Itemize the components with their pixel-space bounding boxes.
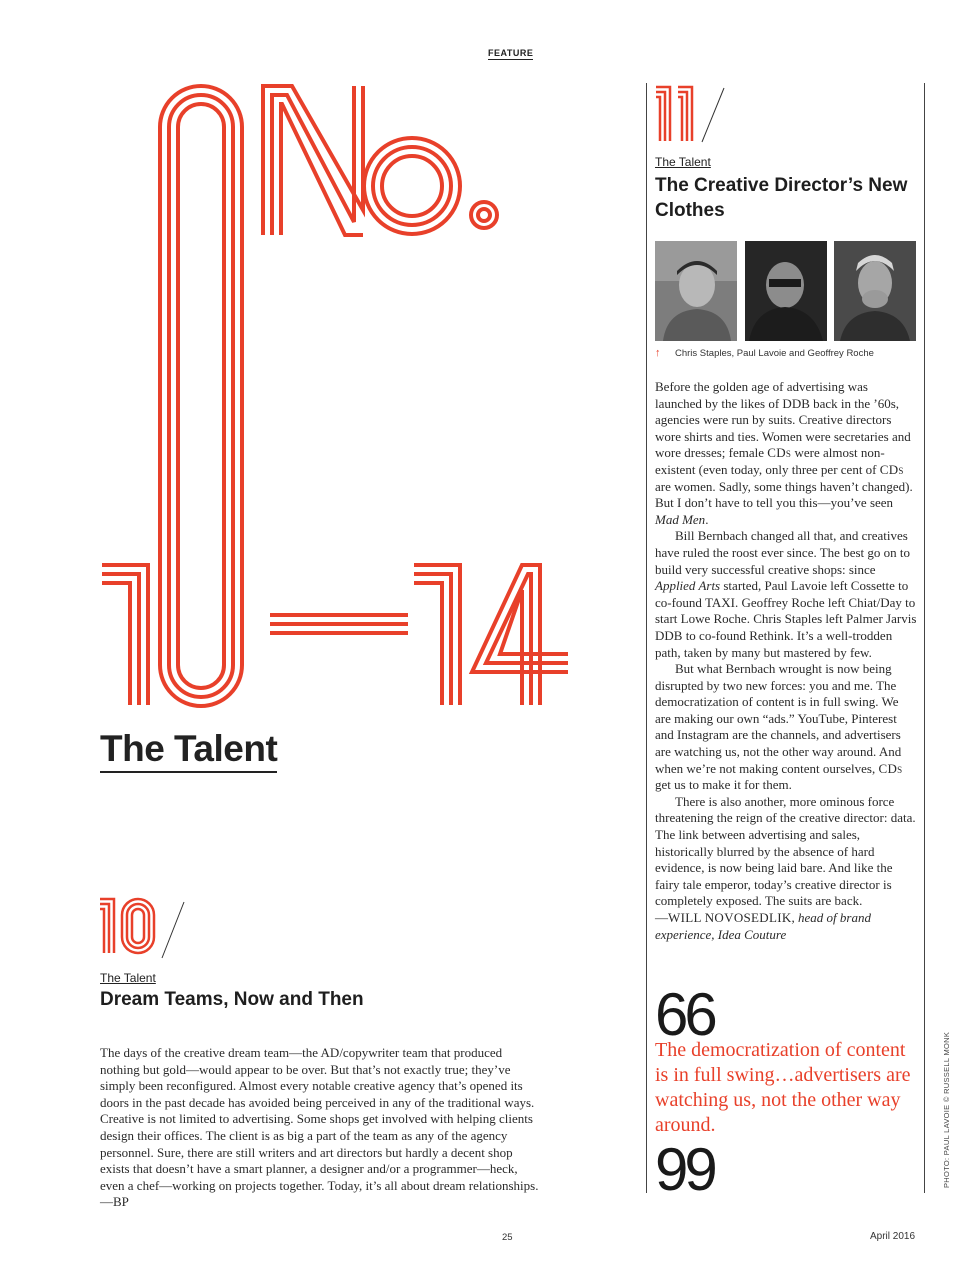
quote-open-mark: 66 bbox=[655, 981, 714, 1048]
hero-digit-4 bbox=[472, 565, 568, 705]
hero-letter-n bbox=[263, 86, 363, 235]
issue-date: April 2016 bbox=[870, 1231, 916, 1242]
article-10-body: The days of the creative dream team—the AD/copywriter team that produced nothing but gold—would appear to be over. But that’s not exactly true; they’ve simply been reconfigured. Almost every notable creative agency that’s opened its doors in the past decade has avoided being perceived in any of the traditional ways. Creative is not limited to advertising. Some shops get involved with helping clients design their offices. The client is as big a part of the team as any of the agency personnel. Sure, there are still writers and art directors but hardly a decent shop exists that doesn’t have a smart planner, a designer and/or a programmer—heck, even a chef—working on projects together. Today, it’s all about dream relationships.—BP bbox=[100, 1045, 539, 1210]
body-paragraph: But what Bernbach wrought is now being disrupted by two new forces: you and me. The democratization of content is in full swing. We are making our own “ads.” YouTube, Pinterest and Instagram are the channels, and advertisers are watching us, not the other way around. And when we’re not making content ourselves, CDs get us to make it for them. bbox=[655, 661, 903, 793]
hero-period bbox=[471, 202, 497, 228]
column-rule bbox=[646, 83, 647, 1193]
pull-quote: The democratization of content is in full swing…advertisers are watching us, not the other way around. bbox=[655, 1039, 911, 1136]
section-title: The Talent bbox=[100, 730, 277, 773]
page-number: 25 bbox=[502, 1232, 513, 1243]
article-11-body bbox=[655, 379, 917, 943]
hero-letter-o bbox=[364, 138, 460, 234]
quote-close-mark: 99 bbox=[655, 1136, 714, 1203]
slash-icon bbox=[158, 900, 188, 960]
portrait-photo bbox=[834, 241, 916, 341]
article-11-kicker: The Talent bbox=[655, 155, 711, 169]
column-rule bbox=[924, 83, 925, 1193]
body-paragraph: Before the golden age of advertising was launched by the likes of DDB back in the ’60s, agencies were run by suits. Creative directors wore shirts and ties. Women were secretaries and wore dresses; female CDs were almost non-existent (even today, only three per cent of CDs are women. Sadly, some things haven’t changed). But I don’t have to tell you this—you’ve seen Mad Men. bbox=[655, 379, 913, 527]
article-11-number bbox=[654, 83, 700, 145]
byline: —WILL NOVOSEDLIK, head of brand experience, Idea Couture bbox=[655, 910, 871, 942]
body-paragraph: There is also another, more ominous force threatening the reign of the creative director: data. The link between advertising and sales, historically blurred by the absence of hard evidence, is now being laid bare. And like the fairy tale emperor, today’s creative director is completely exposed. The suits are back. bbox=[655, 793, 916, 909]
section-tag: FEATURE bbox=[488, 48, 534, 58]
slash-icon bbox=[698, 86, 728, 144]
portrait-photo bbox=[745, 241, 827, 341]
portrait-photo bbox=[655, 241, 737, 341]
body-paragraph: Bill Bernbach changed all that, and creatives have ruled the roost ever since. The best go on to build very successful creative shops: since Applied Arts started, Paul Lavoie left Cossette to co-found TAXI. Geoffrey Roche left Chiat/Day to start Lowe Roche. Chris Staples left Palmer Jarvis DDB to co-found Rethink. It’s a well-trodden path, taken by many but mastered by few. bbox=[655, 528, 917, 660]
hero-dash bbox=[270, 615, 408, 633]
hero-digit-1 bbox=[102, 565, 148, 705]
article-10-number bbox=[98, 895, 158, 957]
arrow-up-icon: ↑ bbox=[655, 347, 661, 359]
article-10-kicker: The Talent bbox=[100, 971, 156, 985]
hero-digit-1b bbox=[414, 565, 460, 705]
photo-caption: Chris Staples, Paul Lavoie and Geoffrey Roche bbox=[675, 348, 874, 359]
article-10-headline: Dream Teams, Now and Then bbox=[100, 989, 364, 1010]
photo-credit: PHOTO: PAUL LAVOIE © RUSSELL MONK bbox=[942, 1031, 951, 1188]
hero-digit-0 bbox=[160, 86, 242, 706]
article-11-headline: The Creative Director’s New Clothes bbox=[655, 175, 908, 221]
hero-numeral-graphic bbox=[0, 0, 620, 760]
